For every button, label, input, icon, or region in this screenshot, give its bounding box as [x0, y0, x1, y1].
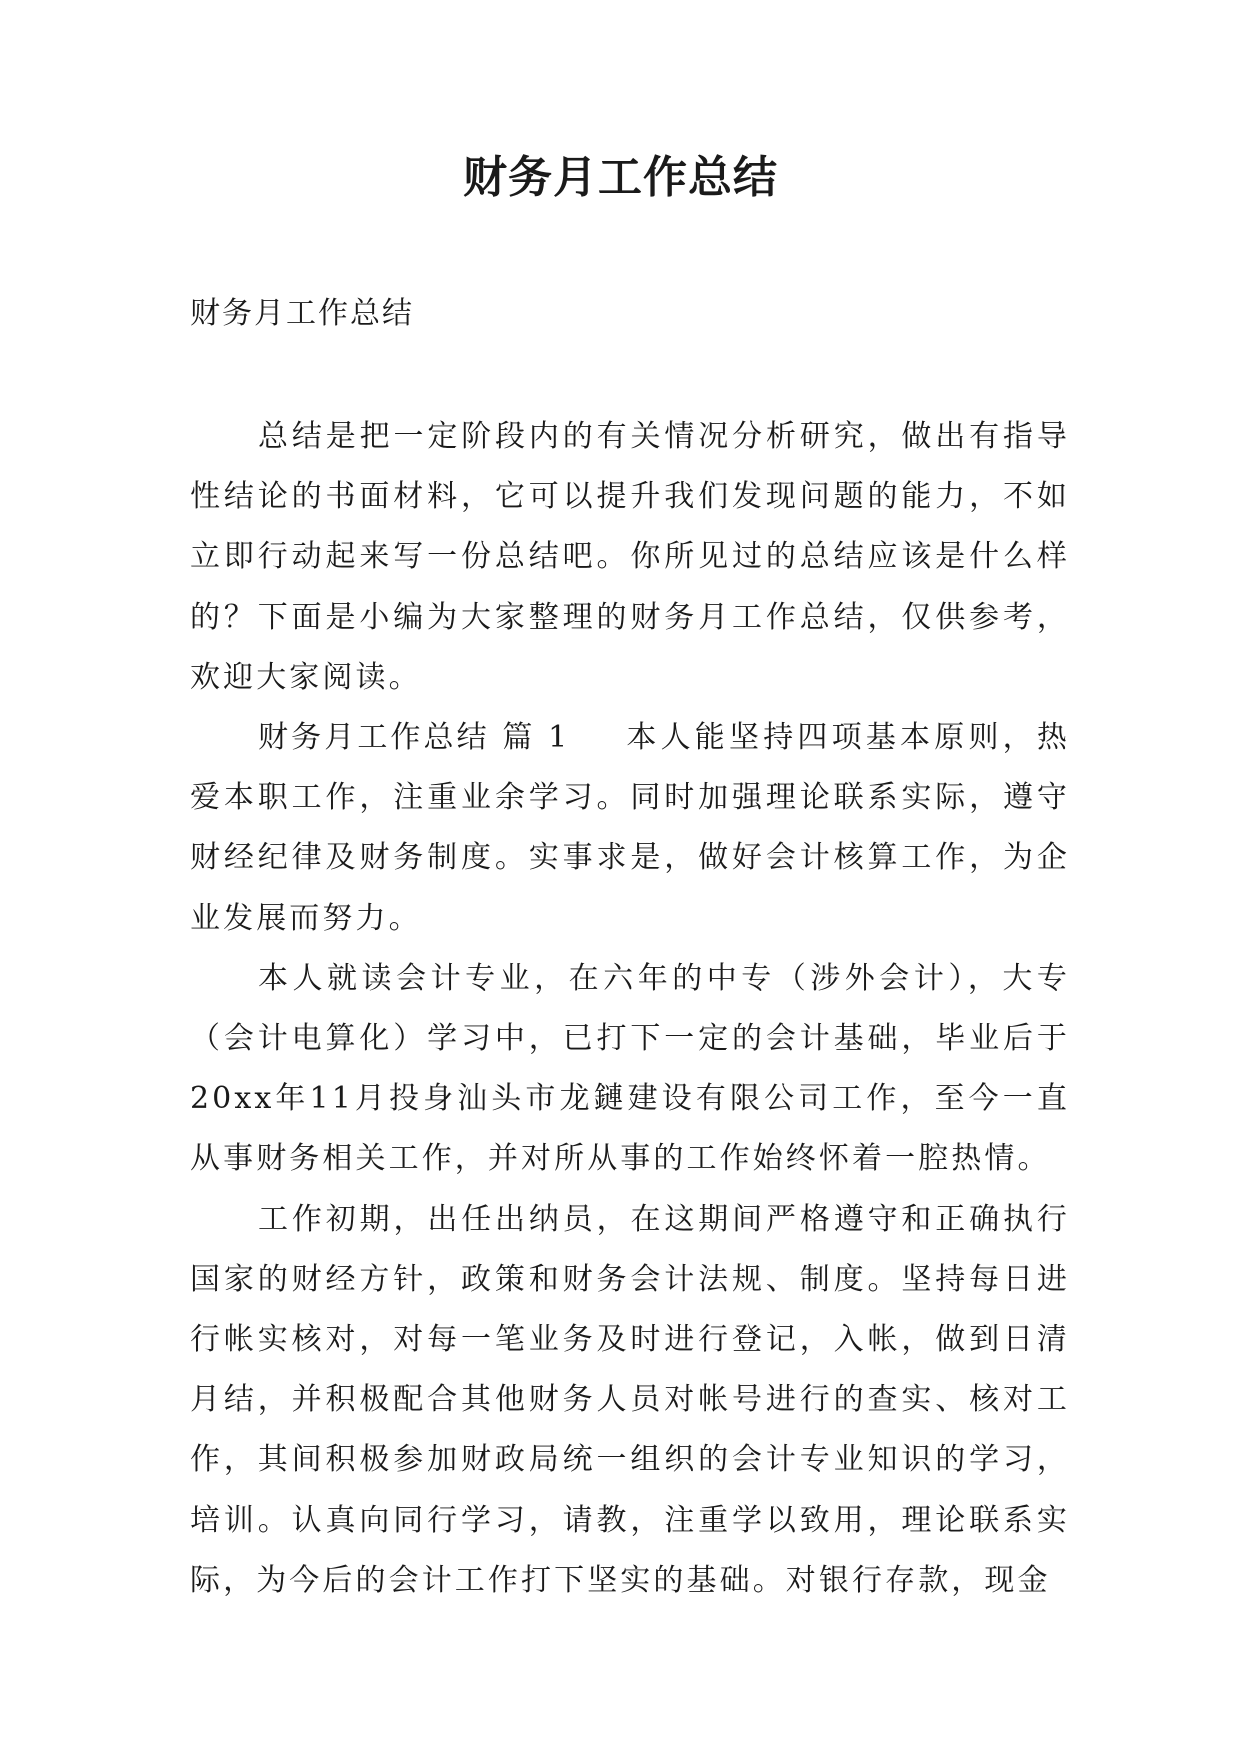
section-label: 财务月工作总结 篇 1	[258, 720, 570, 756]
work-paragraph: 工作初期，出任出纳员，在这期间严格遵守和正确执行国家的财经方针，政策和财务会计法规、制度。坚持每日进行帐实核对，对每一笔业务及时进行登记，入帐，做到日清月结，并积极配合其他财务人员对帐号进行的查实、核对工作，其间积极参加财政局统一组织的会计专业知识的学习，培训。认真向同行学习，请教，注重学以致用，理论联系实际，为今后的会计工作打下坚实的基础。对银行存款，现金	[190, 1201, 1070, 1598]
document-body	[190, 407, 1070, 1611]
intro-paragraph: 总结是把一定阶段内的有关情况分析研究，做出有指导性结论的书面材料，它可以提升我们发现问题的能力，不如立即行动起来写一份总结吧。你所见过的总结应该是什么样的？下面是小编为大家整理的财务月工作总结，仅供参考，欢迎大家阅读。	[190, 419, 1070, 695]
education-paragraph: 本人就读会计专业，在六年的中专（涉外会计），大专（会计电算化）学习中，已打下一定的会计基础，毕业后于20xx年11月投身汕头市龙鏈建设有限公司工作，至今一直从事财务相关工作，并对所从事的工作始终怀着一腔热情。	[190, 960, 1070, 1177]
section-1-text: 本人能坚持四项基本原则，热爱本职工作，注重业余学习。同时加强理论联系实际，遵守财经纪律及财务制度。实事求是，做好会计核算工作，为企业发展而努力。	[190, 720, 1070, 936]
document-title: 财务月工作总结	[463, 152, 778, 203]
document-subtitle: 财务月工作总结	[190, 296, 414, 331]
section-1-paragraph	[190, 708, 1070, 949]
